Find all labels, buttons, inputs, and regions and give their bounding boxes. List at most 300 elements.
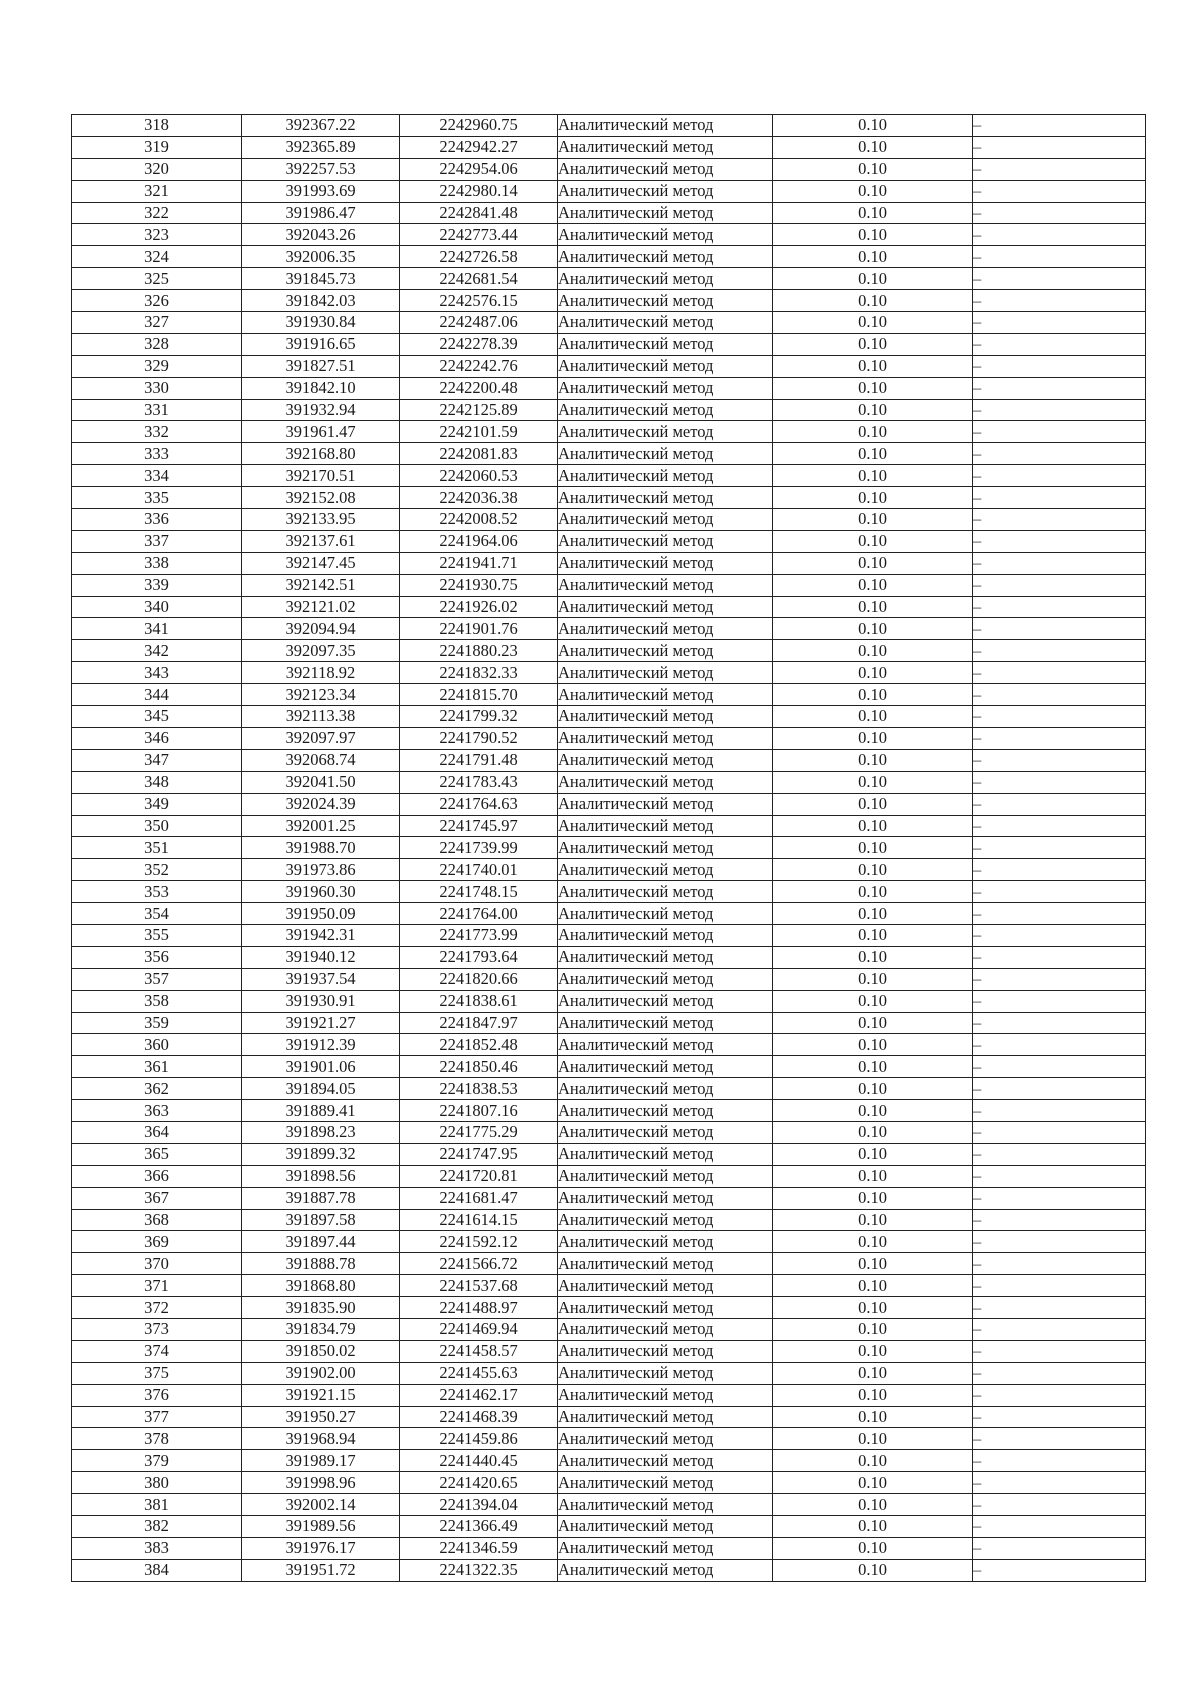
table-row [72, 1034, 1146, 1056]
point-number-cell: 335 [72, 487, 242, 509]
x-coordinate-cell: 392113.38 [242, 706, 400, 728]
table-row [72, 1516, 1146, 1538]
point-number-cell: 354 [72, 903, 242, 925]
y-coordinate-cell: 2241468.39 [400, 1406, 558, 1428]
note-cell: – [973, 158, 1146, 180]
y-coordinate-cell: 2242101.59 [400, 421, 558, 443]
note-cell: – [973, 290, 1146, 312]
table-row [72, 1275, 1146, 1297]
table-row [72, 1450, 1146, 1472]
method-cell: Аналитический метод [558, 1472, 773, 1494]
method-cell: Аналитический метод [558, 1362, 773, 1384]
note-cell: – [973, 1450, 1146, 1472]
point-number-cell: 326 [72, 290, 242, 312]
y-coordinate-cell: 2242960.75 [400, 115, 558, 137]
x-coordinate-cell: 391842.10 [242, 377, 400, 399]
table-row [72, 1100, 1146, 1122]
x-coordinate-cell: 391897.58 [242, 1209, 400, 1231]
note-cell: – [973, 618, 1146, 640]
method-cell: Аналитический метод [558, 1100, 773, 1122]
y-coordinate-cell: 2241850.46 [400, 1056, 558, 1078]
y-coordinate-cell: 2241537.68 [400, 1275, 558, 1297]
accuracy-cell: 0.10 [773, 662, 973, 684]
y-coordinate-cell: 2241838.61 [400, 990, 558, 1012]
method-cell: Аналитический метод [558, 421, 773, 443]
y-coordinate-cell: 2241592.12 [400, 1231, 558, 1253]
x-coordinate-cell: 391961.47 [242, 421, 400, 443]
x-coordinate-cell: 391950.09 [242, 903, 400, 925]
y-coordinate-cell: 2241469.94 [400, 1318, 558, 1340]
method-cell: Аналитический метод [558, 881, 773, 903]
x-coordinate-cell: 391899.32 [242, 1143, 400, 1165]
x-coordinate-cell: 391898.23 [242, 1121, 400, 1143]
table-row [72, 1318, 1146, 1340]
accuracy-cell: 0.10 [773, 180, 973, 202]
note-cell: – [973, 640, 1146, 662]
point-number-cell: 329 [72, 355, 242, 377]
y-coordinate-cell: 2241366.49 [400, 1516, 558, 1538]
y-coordinate-cell: 2241764.63 [400, 793, 558, 815]
y-coordinate-cell: 2241815.70 [400, 684, 558, 706]
y-coordinate-cell: 2241773.99 [400, 924, 558, 946]
table-row [72, 1384, 1146, 1406]
x-coordinate-cell: 391887.78 [242, 1187, 400, 1209]
x-coordinate-cell: 391973.86 [242, 859, 400, 881]
point-number-cell: 364 [72, 1121, 242, 1143]
note-cell: – [973, 837, 1146, 859]
method-cell: Аналитический метод [558, 1253, 773, 1275]
note-cell: – [973, 1165, 1146, 1187]
x-coordinate-cell: 391845.73 [242, 268, 400, 290]
method-cell: Аналитический метод [558, 1559, 773, 1581]
table-row [72, 333, 1146, 355]
method-cell: Аналитический метод [558, 662, 773, 684]
method-cell: Аналитический метод [558, 1297, 773, 1319]
y-coordinate-cell: 2242060.53 [400, 465, 558, 487]
point-number-cell: 346 [72, 727, 242, 749]
method-cell: Аналитический метод [558, 202, 773, 224]
table-row [72, 618, 1146, 640]
x-coordinate-cell: 392123.34 [242, 684, 400, 706]
accuracy-cell: 0.10 [773, 815, 973, 837]
x-coordinate-cell: 391901.06 [242, 1056, 400, 1078]
y-coordinate-cell: 2241764.00 [400, 903, 558, 925]
table-row [72, 968, 1146, 990]
x-coordinate-cell: 391950.27 [242, 1406, 400, 1428]
method-cell: Аналитический метод [558, 968, 773, 990]
table-row [72, 990, 1146, 1012]
coordinates-table [71, 114, 1146, 1582]
table-row [72, 509, 1146, 531]
accuracy-cell: 0.10 [773, 1187, 973, 1209]
method-cell: Аналитический метод [558, 596, 773, 618]
method-cell: Аналитический метод [558, 530, 773, 552]
method-cell: Аналитический метод [558, 158, 773, 180]
y-coordinate-cell: 2241614.15 [400, 1209, 558, 1231]
note-cell: – [973, 990, 1146, 1012]
x-coordinate-cell: 391827.51 [242, 355, 400, 377]
method-cell: Аналитический метод [558, 268, 773, 290]
note-cell: – [973, 1209, 1146, 1231]
accuracy-cell: 0.10 [773, 1559, 973, 1581]
x-coordinate-cell: 392001.25 [242, 815, 400, 837]
y-coordinate-cell: 2241783.43 [400, 771, 558, 793]
method-cell: Аналитический метод [558, 1450, 773, 1472]
x-coordinate-cell: 392133.95 [242, 509, 400, 531]
note-cell: – [973, 421, 1146, 443]
x-coordinate-cell: 392118.92 [242, 662, 400, 684]
accuracy-cell: 0.10 [773, 946, 973, 968]
table-row [72, 290, 1146, 312]
method-cell: Аналитический метод [558, 684, 773, 706]
y-coordinate-cell: 2241420.65 [400, 1472, 558, 1494]
accuracy-cell: 0.10 [773, 136, 973, 158]
table-row [72, 1472, 1146, 1494]
accuracy-cell: 0.10 [773, 115, 973, 137]
point-number-cell: 339 [72, 574, 242, 596]
note-cell: – [973, 1428, 1146, 1450]
x-coordinate-cell: 391898.56 [242, 1165, 400, 1187]
table-row [72, 180, 1146, 202]
y-coordinate-cell: 2241747.95 [400, 1143, 558, 1165]
x-coordinate-cell: 391942.31 [242, 924, 400, 946]
y-coordinate-cell: 2241799.32 [400, 706, 558, 728]
method-cell: Аналитический метод [558, 355, 773, 377]
accuracy-cell: 0.10 [773, 509, 973, 531]
note-cell: – [973, 246, 1146, 268]
accuracy-cell: 0.10 [773, 903, 973, 925]
method-cell: Аналитический метод [558, 1516, 773, 1538]
y-coordinate-cell: 2241790.52 [400, 727, 558, 749]
table-row [72, 946, 1146, 968]
point-number-cell: 380 [72, 1472, 242, 1494]
table-row [72, 749, 1146, 771]
accuracy-cell: 0.10 [773, 399, 973, 421]
note-cell: – [973, 552, 1146, 574]
table-row [72, 399, 1146, 421]
note-cell: – [973, 727, 1146, 749]
note-cell: – [973, 1275, 1146, 1297]
note-cell: – [973, 924, 1146, 946]
y-coordinate-cell: 2241440.45 [400, 1450, 558, 1472]
point-number-cell: 338 [72, 552, 242, 574]
point-number-cell: 347 [72, 749, 242, 771]
method-cell: Аналитический метод [558, 180, 773, 202]
table-row [72, 596, 1146, 618]
point-number-cell: 370 [72, 1253, 242, 1275]
table-row [72, 727, 1146, 749]
x-coordinate-cell: 391940.12 [242, 946, 400, 968]
note-cell: – [973, 815, 1146, 837]
table-row [72, 1406, 1146, 1428]
table-row [72, 662, 1146, 684]
method-cell: Аналитический метод [558, 312, 773, 334]
method-cell: Аналитический метод [558, 399, 773, 421]
y-coordinate-cell: 2241852.48 [400, 1034, 558, 1056]
point-number-cell: 345 [72, 706, 242, 728]
x-coordinate-cell: 392041.50 [242, 771, 400, 793]
method-cell: Аналитический метод [558, 574, 773, 596]
point-number-cell: 362 [72, 1078, 242, 1100]
accuracy-cell: 0.10 [773, 312, 973, 334]
point-number-cell: 365 [72, 1143, 242, 1165]
accuracy-cell: 0.10 [773, 1340, 973, 1362]
method-cell: Аналитический метод [558, 771, 773, 793]
point-number-cell: 384 [72, 1559, 242, 1581]
x-coordinate-cell: 391989.56 [242, 1516, 400, 1538]
point-number-cell: 376 [72, 1384, 242, 1406]
note-cell: – [973, 487, 1146, 509]
note-cell: – [973, 881, 1146, 903]
point-number-cell: 324 [72, 246, 242, 268]
point-number-cell: 377 [72, 1406, 242, 1428]
note-cell: – [973, 1340, 1146, 1362]
table-row [72, 1297, 1146, 1319]
point-number-cell: 363 [72, 1100, 242, 1122]
y-coordinate-cell: 2242036.38 [400, 487, 558, 509]
accuracy-cell: 0.10 [773, 1275, 973, 1297]
method-cell: Аналитический метод [558, 136, 773, 158]
table-row [72, 793, 1146, 815]
accuracy-cell: 0.10 [773, 1121, 973, 1143]
accuracy-cell: 0.10 [773, 1056, 973, 1078]
accuracy-cell: 0.10 [773, 1034, 973, 1056]
table-row [72, 1231, 1146, 1253]
accuracy-cell: 0.10 [773, 684, 973, 706]
y-coordinate-cell: 2241941.71 [400, 552, 558, 574]
method-cell: Аналитический метод [558, 443, 773, 465]
note-cell: – [973, 1494, 1146, 1516]
table-row [72, 815, 1146, 837]
x-coordinate-cell: 392002.14 [242, 1494, 400, 1516]
table-row [72, 924, 1146, 946]
accuracy-cell: 0.10 [773, 924, 973, 946]
method-cell: Аналитический метод [558, 1231, 773, 1253]
x-coordinate-cell: 392147.45 [242, 552, 400, 574]
table-row [72, 640, 1146, 662]
method-cell: Аналитический метод [558, 1034, 773, 1056]
x-coordinate-cell: 391989.17 [242, 1450, 400, 1472]
y-coordinate-cell: 2241462.17 [400, 1384, 558, 1406]
accuracy-cell: 0.10 [773, 1494, 973, 1516]
table-row [72, 443, 1146, 465]
note-cell: – [973, 115, 1146, 137]
method-cell: Аналитический метод [558, 509, 773, 531]
table-row [72, 158, 1146, 180]
point-number-cell: 382 [72, 1516, 242, 1538]
method-cell: Аналитический метод [558, 1187, 773, 1209]
accuracy-cell: 0.10 [773, 793, 973, 815]
method-cell: Аналитический метод [558, 706, 773, 728]
point-number-cell: 383 [72, 1537, 242, 1559]
y-coordinate-cell: 2242278.39 [400, 333, 558, 355]
table-row [72, 377, 1146, 399]
y-coordinate-cell: 2241681.47 [400, 1187, 558, 1209]
x-coordinate-cell: 392137.61 [242, 530, 400, 552]
table-row [72, 574, 1146, 596]
x-coordinate-cell: 391842.03 [242, 290, 400, 312]
note-cell: – [973, 180, 1146, 202]
table-row [72, 1143, 1146, 1165]
x-coordinate-cell: 391968.94 [242, 1428, 400, 1450]
x-coordinate-cell: 391889.41 [242, 1100, 400, 1122]
x-coordinate-cell: 392121.02 [242, 596, 400, 618]
x-coordinate-cell: 392152.08 [242, 487, 400, 509]
x-coordinate-cell: 392097.35 [242, 640, 400, 662]
y-coordinate-cell: 2241458.57 [400, 1340, 558, 1362]
x-coordinate-cell: 391986.47 [242, 202, 400, 224]
note-cell: – [973, 1100, 1146, 1122]
x-coordinate-cell: 391902.00 [242, 1362, 400, 1384]
point-number-cell: 341 [72, 618, 242, 640]
y-coordinate-cell: 2242980.14 [400, 180, 558, 202]
coordinates-table-body [72, 115, 1146, 1582]
note-cell: – [973, 355, 1146, 377]
accuracy-cell: 0.10 [773, 727, 973, 749]
accuracy-cell: 0.10 [773, 290, 973, 312]
note-cell: – [973, 771, 1146, 793]
method-cell: Аналитический метод [558, 115, 773, 137]
point-number-cell: 369 [72, 1231, 242, 1253]
y-coordinate-cell: 2242773.44 [400, 224, 558, 246]
table-row [72, 224, 1146, 246]
method-cell: Аналитический метод [558, 1537, 773, 1559]
method-cell: Аналитический метод [558, 749, 773, 771]
method-cell: Аналитический метод [558, 1275, 773, 1297]
accuracy-cell: 0.10 [773, 268, 973, 290]
accuracy-cell: 0.10 [773, 859, 973, 881]
x-coordinate-cell: 392365.89 [242, 136, 400, 158]
note-cell: – [973, 1516, 1146, 1538]
x-coordinate-cell: 391988.70 [242, 837, 400, 859]
note-cell: – [973, 574, 1146, 596]
table-row [72, 1121, 1146, 1143]
x-coordinate-cell: 391835.90 [242, 1297, 400, 1319]
point-number-cell: 342 [72, 640, 242, 662]
point-number-cell: 337 [72, 530, 242, 552]
accuracy-cell: 0.10 [773, 706, 973, 728]
method-cell: Аналитический метод [558, 1428, 773, 1450]
table-row [72, 1362, 1146, 1384]
point-number-cell: 361 [72, 1056, 242, 1078]
y-coordinate-cell: 2241793.64 [400, 946, 558, 968]
y-coordinate-cell: 2241964.06 [400, 530, 558, 552]
accuracy-cell: 0.10 [773, 1012, 973, 1034]
point-number-cell: 359 [72, 1012, 242, 1034]
y-coordinate-cell: 2241901.76 [400, 618, 558, 640]
point-number-cell: 318 [72, 115, 242, 137]
accuracy-cell: 0.10 [773, 246, 973, 268]
note-cell: – [973, 946, 1146, 968]
y-coordinate-cell: 2242242.76 [400, 355, 558, 377]
table-row [72, 771, 1146, 793]
point-number-cell: 340 [72, 596, 242, 618]
point-number-cell: 350 [72, 815, 242, 837]
accuracy-cell: 0.10 [773, 1231, 973, 1253]
note-cell: – [973, 333, 1146, 355]
x-coordinate-cell: 391930.84 [242, 312, 400, 334]
note-cell: – [973, 465, 1146, 487]
y-coordinate-cell: 2241775.29 [400, 1121, 558, 1143]
accuracy-cell: 0.10 [773, 487, 973, 509]
point-number-cell: 348 [72, 771, 242, 793]
note-cell: – [973, 1056, 1146, 1078]
point-number-cell: 379 [72, 1450, 242, 1472]
x-coordinate-cell: 391921.27 [242, 1012, 400, 1034]
x-coordinate-cell: 392068.74 [242, 749, 400, 771]
point-number-cell: 327 [72, 312, 242, 334]
accuracy-cell: 0.10 [773, 158, 973, 180]
table-row [72, 202, 1146, 224]
x-coordinate-cell: 391912.39 [242, 1034, 400, 1056]
point-number-cell: 358 [72, 990, 242, 1012]
y-coordinate-cell: 2241820.66 [400, 968, 558, 990]
table-row [72, 246, 1146, 268]
method-cell: Аналитический метод [558, 815, 773, 837]
method-cell: Аналитический метод [558, 924, 773, 946]
y-coordinate-cell: 2241926.02 [400, 596, 558, 618]
y-coordinate-cell: 2241832.33 [400, 662, 558, 684]
method-cell: Аналитический метод [558, 1143, 773, 1165]
point-number-cell: 355 [72, 924, 242, 946]
method-cell: Аналитический метод [558, 859, 773, 881]
x-coordinate-cell: 392094.94 [242, 618, 400, 640]
table-row [72, 1165, 1146, 1187]
point-number-cell: 323 [72, 224, 242, 246]
table-row [72, 530, 1146, 552]
method-cell: Аналитический метод [558, 1340, 773, 1362]
method-cell: Аналитический метод [558, 1494, 773, 1516]
point-number-cell: 366 [72, 1165, 242, 1187]
note-cell: – [973, 1559, 1146, 1581]
accuracy-cell: 0.10 [773, 355, 973, 377]
note-cell: – [973, 749, 1146, 771]
note-cell: – [973, 1078, 1146, 1100]
y-coordinate-cell: 2241488.97 [400, 1297, 558, 1319]
x-coordinate-cell: 391916.65 [242, 333, 400, 355]
accuracy-cell: 0.10 [773, 1472, 973, 1494]
table-row [72, 1559, 1146, 1581]
accuracy-cell: 0.10 [773, 1100, 973, 1122]
note-cell: – [973, 793, 1146, 815]
y-coordinate-cell: 2241720.81 [400, 1165, 558, 1187]
note-cell: – [973, 1231, 1146, 1253]
table-row [72, 136, 1146, 158]
accuracy-cell: 0.10 [773, 596, 973, 618]
method-cell: Аналитический метод [558, 1318, 773, 1340]
table-row [72, 1428, 1146, 1450]
point-number-cell: 343 [72, 662, 242, 684]
table-row [72, 1209, 1146, 1231]
method-cell: Аналитический метод [558, 640, 773, 662]
accuracy-cell: 0.10 [773, 1209, 973, 1231]
point-number-cell: 322 [72, 202, 242, 224]
point-number-cell: 372 [72, 1297, 242, 1319]
point-number-cell: 344 [72, 684, 242, 706]
y-coordinate-cell: 2241459.86 [400, 1428, 558, 1450]
note-cell: – [973, 1384, 1146, 1406]
table-row [72, 1340, 1146, 1362]
y-coordinate-cell: 2242487.06 [400, 312, 558, 334]
point-number-cell: 333 [72, 443, 242, 465]
method-cell: Аналитический метод [558, 224, 773, 246]
method-cell: Аналитический метод [558, 290, 773, 312]
note-cell: – [973, 1362, 1146, 1384]
point-number-cell: 368 [72, 1209, 242, 1231]
point-number-cell: 325 [72, 268, 242, 290]
method-cell: Аналитический метод [558, 727, 773, 749]
y-coordinate-cell: 2242008.52 [400, 509, 558, 531]
